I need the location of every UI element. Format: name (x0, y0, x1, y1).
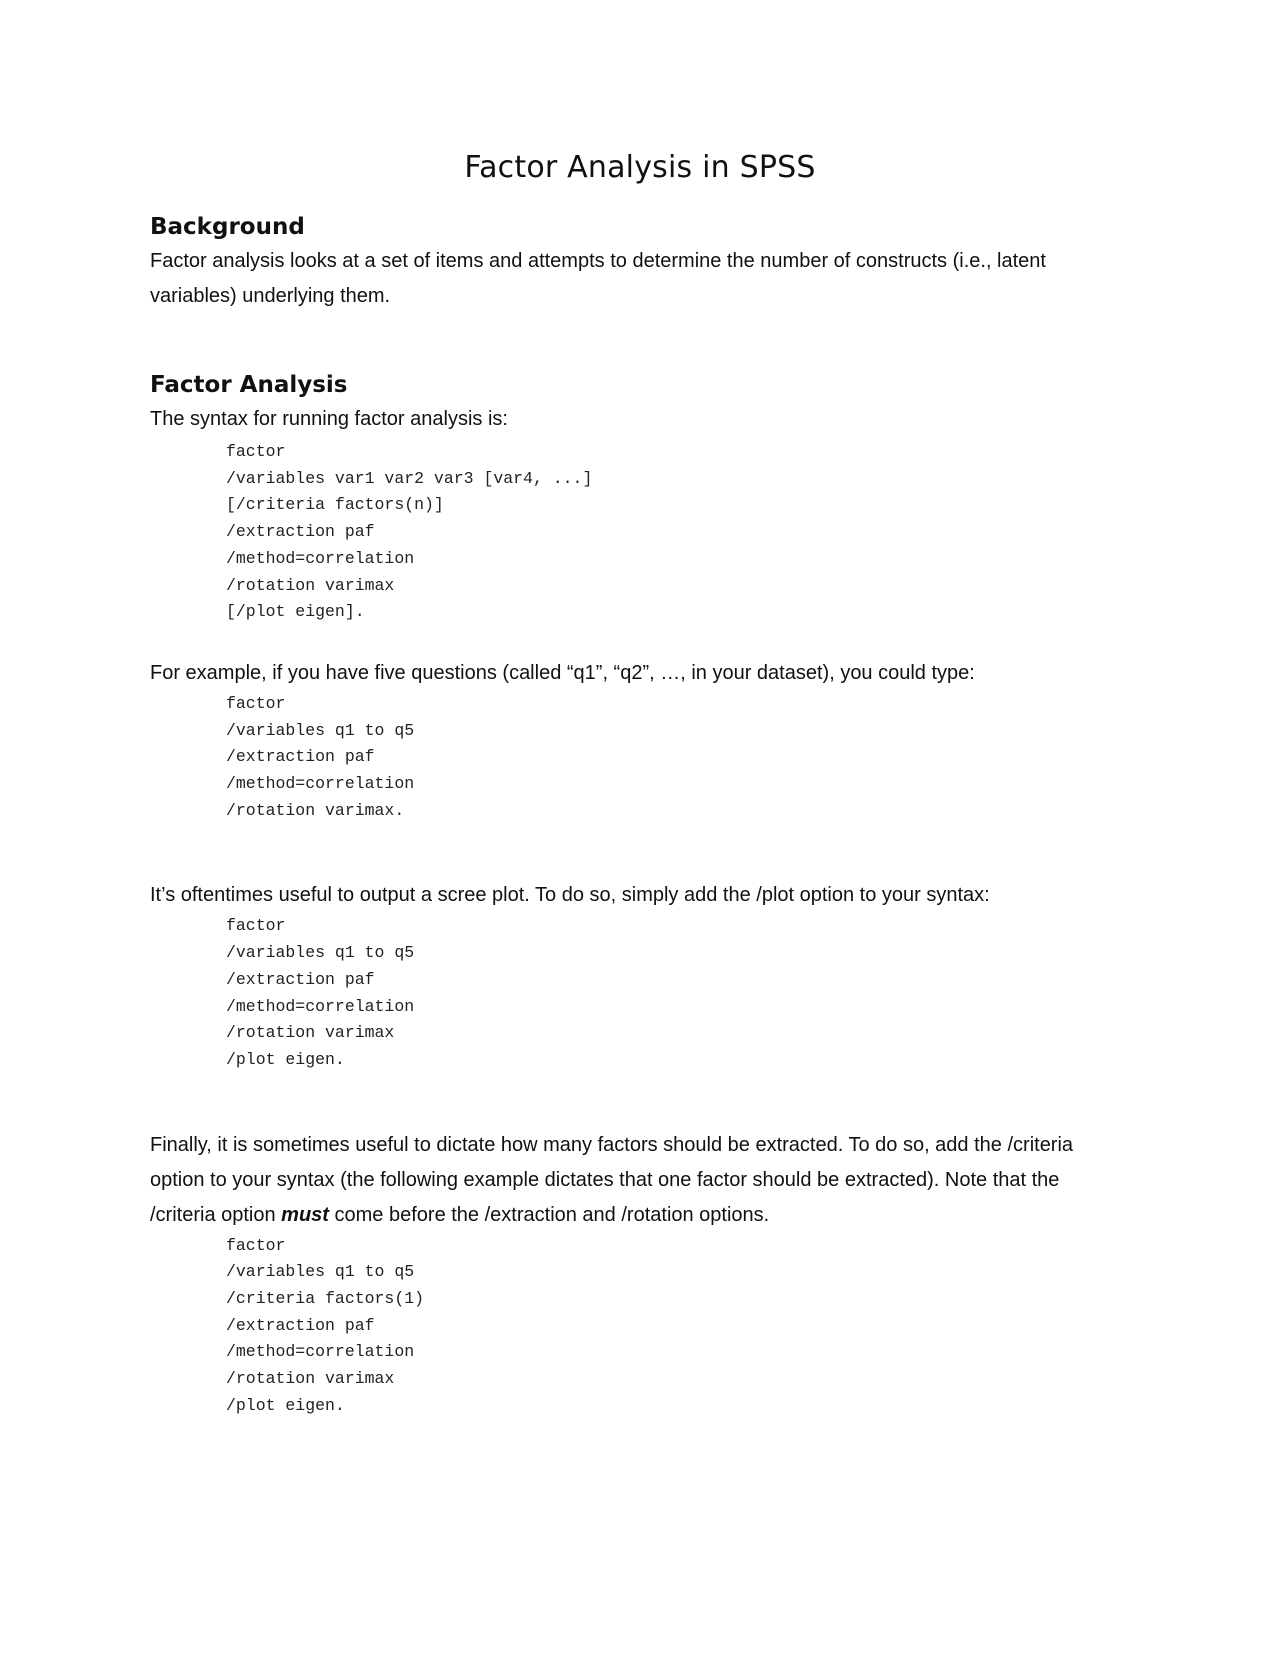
code-line: /extraction paf (226, 522, 375, 542)
code-line: factor (226, 1235, 286, 1255)
syntax-intro-paragraph: The syntax for running factor analysis is: (150, 408, 508, 430)
criteria-text-part-1: Finally, it is sometimes useful to dictate how many factors should be extracted. To do so, add the /criteria option to your syntax (the following example dictates that one factor should be extracted). Note that the /criteria option (150, 1133, 1074, 1226)
code-line: /extraction paf (226, 747, 375, 767)
criteria-emphasis: must (281, 1203, 329, 1226)
scree-code-block (226, 913, 1130, 1073)
code-line: factor (226, 442, 286, 461)
code-line: /method=correlation (226, 548, 415, 568)
code-line: /method=correlation (226, 774, 415, 794)
example-code-block (226, 691, 1130, 825)
code-line: /method=correlation (226, 1342, 415, 1362)
code-line: factor (226, 916, 286, 936)
code-line: [/criteria factors(n)] (226, 495, 444, 515)
page-title: Factor Analysis in SPSS (464, 150, 816, 185)
code-line: /plot eigen. (226, 1049, 345, 1069)
code-line: /rotation varimax (226, 1023, 395, 1043)
criteria-text-part-2: come before the /extraction and /rotation options. (328, 1203, 770, 1226)
code-line: /variables var1 var2 var3 [var4, ...] (226, 468, 593, 488)
section-heading-background: Background (150, 214, 305, 240)
code-line: /extraction paf (226, 969, 375, 989)
code-line: /rotation varimax (226, 575, 395, 595)
code-line: /criteria factors(1) (226, 1289, 425, 1309)
scree-plot-intro-paragraph: It’s oftentimes useful to output a scree plot. To do so, simply add the /plot option to your syntax: (150, 884, 990, 907)
section-heading-factor-analysis: Factor Analysis (150, 372, 348, 398)
code-line: /rotation varimax. (226, 800, 405, 820)
code-line: factor (226, 693, 286, 713)
document-body (150, 210, 1130, 1420)
code-line: [/plot eigen]. (226, 602, 365, 622)
code-line: /variables q1 to q5 (226, 943, 415, 963)
code-line: /method=correlation (226, 996, 415, 1016)
code-line: /extraction paf (226, 1315, 375, 1335)
syntax-code-block (226, 439, 1130, 626)
background-paragraph: Factor analysis looks at a set of items and attempts to determine the number of constructs (i.e., latent variables) underlying them. (150, 250, 1046, 307)
criteria-code-block (226, 1233, 1130, 1420)
code-line: /variables q1 to q5 (226, 1262, 415, 1282)
code-line: /rotation varimax (226, 1369, 395, 1389)
example-intro-paragraph: For example, if you have five questions (called “q1”, “q2”, …, in your dataset), you could type: (150, 661, 975, 684)
code-line: /variables q1 to q5 (226, 720, 415, 740)
code-line: /plot eigen. (226, 1395, 345, 1415)
criteria-intro-paragraph (150, 1128, 1130, 1233)
